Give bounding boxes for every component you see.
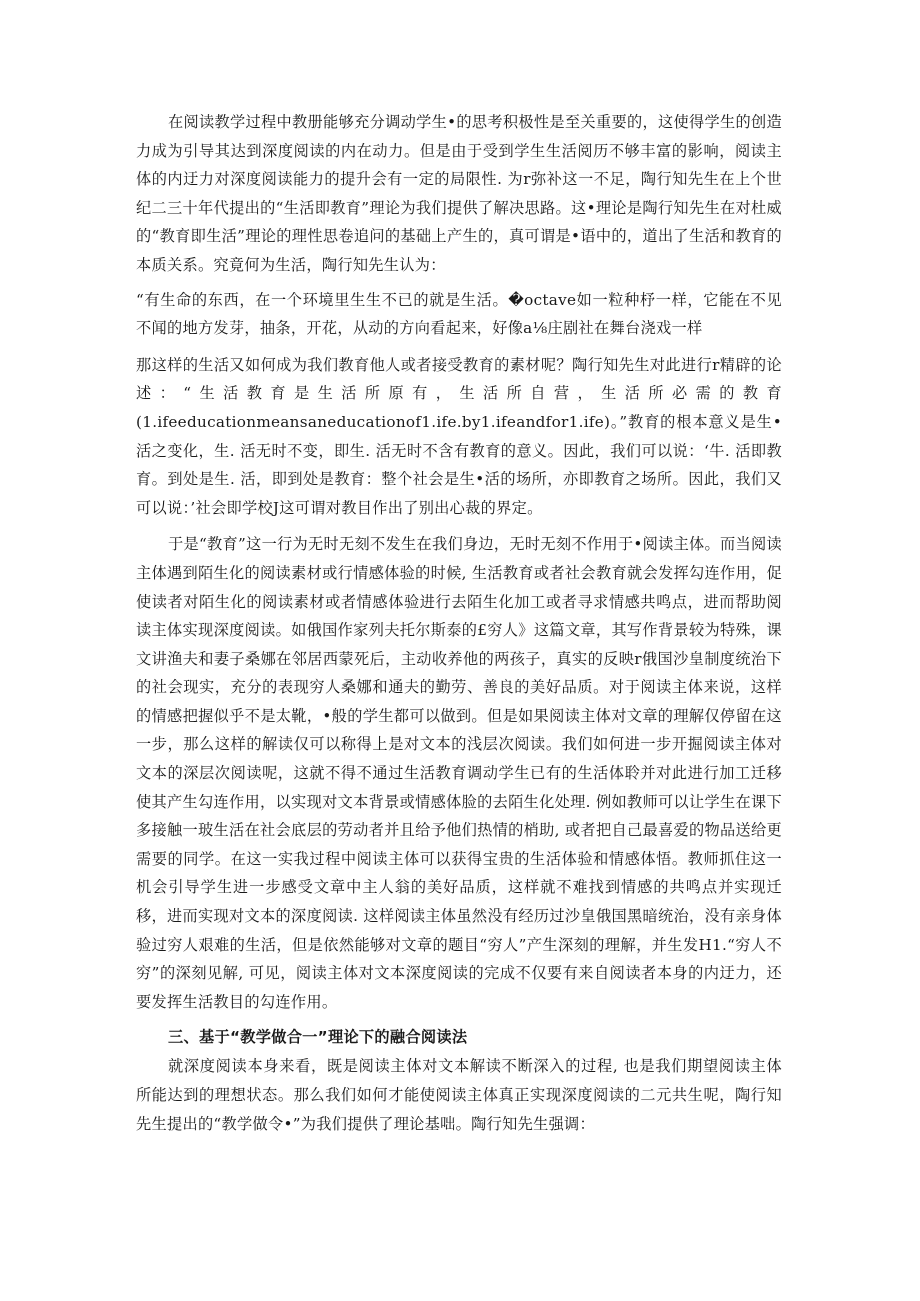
paragraph-education-example: 于是“教育”这一行为无时无刻不发生在我们身边，无时无刻不作用于•阅读主体。而当阅读主体遇到陌生化的阅读素材或行情感体验的时候, 生活教育或者社会教育就会发挥勾连作用，促使读者对陌生化的阅读素材或者情感体验进行去陌生化加工或者寻求情感共鸣点，进而帮助阅读主体实现深度阅读。如俄国作家列夫托尔斯泰的£穷人》这篇文章，其写作背景较为特殊，课文讲渔夫和妻子桑娜在邻居西蒙死后，主动收养他的两孩子，真实的反映r俄国沙皇制度统治下的社会现实，充分的表现穷人桑娜和通夫的勤劳、善良的美好品质。对于阅读主体来说，这样的情感把握似乎不是太靴，•般的学生都可以做到。但是如果阅读主体对文章的理解仅停留在这一步，那么这样的解读仅可以称得上是对文本的浅层次阅读。我们如何进一步开掘阅读主体对文本的深层次阅读呢，这就不得不通过生活教育调动学生已有的生活体聆并对此进行加工迁移使其产生勾连作用，以实现对文本背景或情感体脸的去陌生化处理. 例如教师可以让学生在课下多接触一玻生活在社会底层的劳动者并且给予他们热情的梢助, 或者把自己最喜爱的物品送给更需要的同学。在这一实我过程中阅读主体可以获得宝贵的生活体验和情感体悟。教师抓住这一机会引导学生进一步感受文章中主人翁的美好品质，这样就不难找到情感的共鸣点并实现迁移，进而实现对文本的深度阅读. 这样阅读主体虽然没有经历过沙皇俄国黑暗统治，没有亲身体验过穷人艰难的生活，但是依然能够对文章的题目“穷人”产生深刻的理解，并生发H1.“穷人不穷”的深刻见解, 可见，阅读主体对文本深度阅读的完成不仅要有来自阅读者本身的内迂力，还要发挥生活教目的勾连作用。	[136, 535, 782, 1011]
paragraph-deep-reading: 就深度阅读本身来看，既是阅读主体对文本解读不断深入的过程, 也是我们期望阅读主体所能达到的理想状态。那么我们如何才能使阅读主体真正实现深度阅读的二元共生呢，陶行知先生提出的“教学做令•”为我们提供了理论基咄。陶行知先生强调：	[136, 1057, 782, 1133]
paragraph-life-education: 那这样的生活又如何成为我们教育他人或者接受教育的素材呢？陶行知先生对此进行r精辟的论述：“生活教育是生活所原有，生活所自营，生活所必需的教育(1.ifeeducationmeansaneducationof1.ife.by1.ifeandfor1.ife)。”教育的根本意义是生•活之变化，生. 活无时不变，即生. 活无时不含有教育的意义。因此，我们可以说：‘牛. 活即教育。到处是生. 活，即到处是教育：整个社会是生•活的场所，亦即教育之场所。因此，我们又可以说：’社会即学校J这可谓对教目作出了别出心裁的界定。	[136, 355, 782, 517]
quote-definition-of-life: “有生命的东西，在一个环境里生生不已的就是生活。�octave如一粒种杼一样，它能在不见不闻的地方发芽，抽条，开花，从动的方向看起来，好像a⅛庄剧社在舞台浇戏一样	[136, 290, 782, 338]
paragraph-reading-motivation: 在阅读教学过程中教册能够充分调动学生•的思考积极性是至关重要的，这使得学生的创造力成为引导其达到深度阅读的内在动力。但是由于受到学生生活阅历不够丰富的影响，阅读主体的内迂力对深度阅读能力的提升会有一定的局限性. 为r弥补这一不足，陶行知先生在上个世纪二三十年代提出的“生活即教育”理论为我们提供了解决思路。这•理论是陶行知先生在对杜威的“教育即生活”理论的理性思卷追问的基础上产生的，真可谓是•语中的，道出了生活和教育的本质关系。究竟何为生活，陶行知先生认为：	[136, 113, 782, 274]
section-heading-3: 三、基于“教学做合一”理论下的融合阅读法	[168, 1028, 468, 1047]
document-page	[136, 108, 782, 1138]
